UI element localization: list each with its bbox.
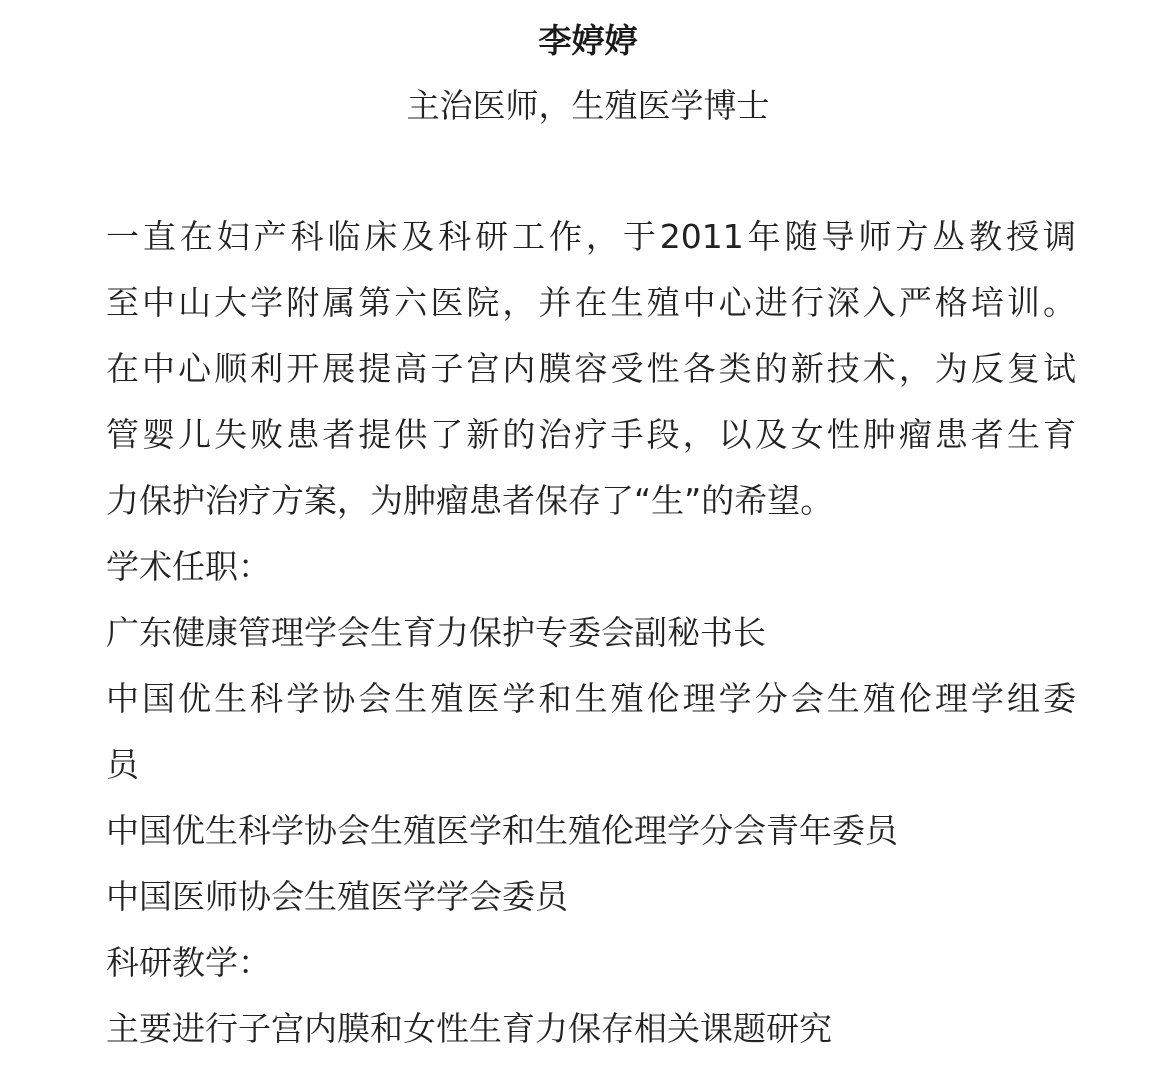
research-item: 主要进行子宫内膜和女性生育力保存相关课题研究 [106, 1009, 832, 1048]
doctor-name: 李婷婷 [538, 21, 638, 60]
doctor-title: 主治医师，生殖医学博士 [406, 86, 770, 125]
academic-item: 广东健康管理学会生育力保护专委会副秘书长 [106, 613, 766, 652]
academic-item: 员 [106, 745, 139, 784]
academic-item: 中国优生科学协会生殖医学和生殖伦理学分会生殖伦理学组委 [106, 679, 1076, 718]
intro-line: 管婴儿失败患者提供了新的治疗手段，以及女性肿瘤患者生育 [106, 415, 1076, 454]
intro-line: 力保护治疗方案，为肿瘤患者保存了“生”的希望。 [106, 481, 834, 520]
intro-line: 一直在妇产科临床及科研工作，于2011年随导师方丛教授调 [106, 217, 1076, 256]
academic-item: 中国医师协会生殖医学学会委员 [106, 877, 568, 916]
academic-heading: 学术任职： [106, 547, 271, 586]
intro-line: 至中山大学附属第六医院，并在生殖中心进行深入严格培训。 [106, 283, 1076, 322]
profile-body [106, 214, 1076, 1072]
research-heading: 科研教学： [106, 943, 271, 982]
academic-item: 中国优生科学协会生殖医学和生殖伦理学分会青年委员 [106, 811, 898, 850]
intro-line: 在中心顺利开展提高子宫内膜容受性各类的新技术，为反复试 [106, 349, 1076, 388]
